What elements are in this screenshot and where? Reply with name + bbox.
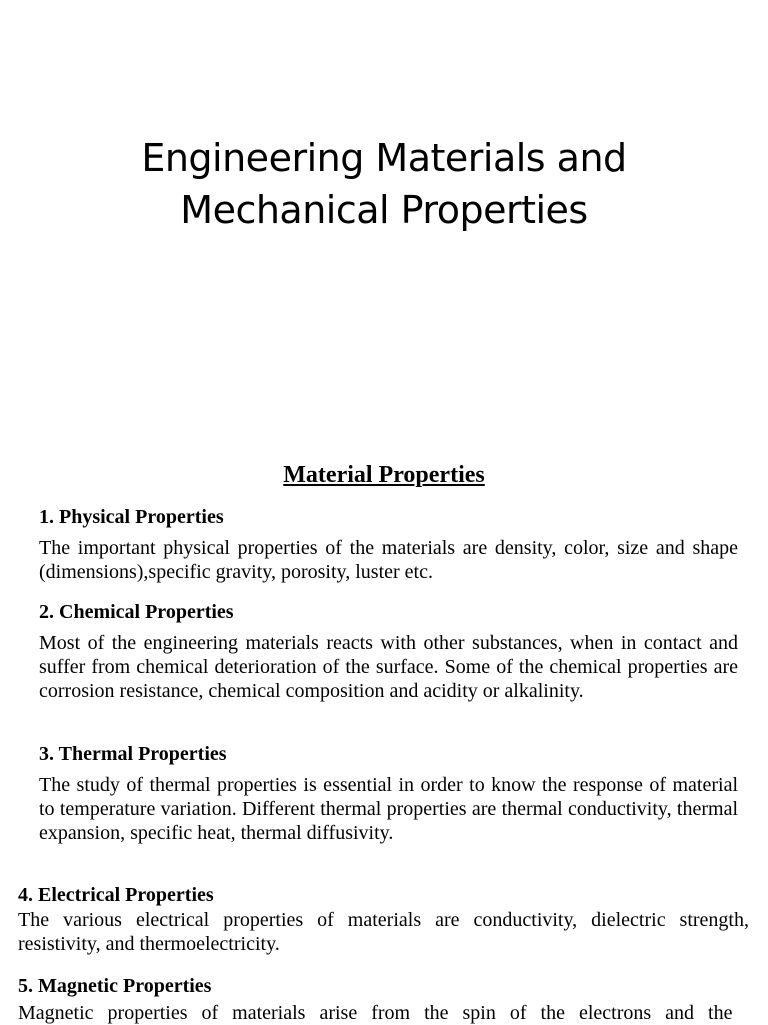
- section-electrical: [18, 882, 749, 956]
- section-physical: [39, 504, 738, 584]
- section-body: The important physical properties of the materials are density, color, size and shape (dimensions),specific gravity, porosity, luster etc.: [39, 537, 738, 583]
- section-body: Most of the engineering materials reacts with other substances, when in contact and suffer from chemical deterioration of the surface. Some of the chemical properties are corrosion resistance, chemical composition and acidity or alkalinity.: [39, 632, 738, 702]
- section-title: 2. Chemical Properties: [39, 601, 234, 623]
- slide-title-line-2: Mechanical Properties: [180, 188, 588, 232]
- document-page: [0, 455, 768, 495]
- slide-title-line-1: Engineering Materials and: [141, 136, 627, 180]
- title-slide: [0, 0, 768, 440]
- section-title: 3. Thermal Properties: [39, 743, 227, 765]
- section-body: The study of thermal properties is essential in order to know the response of material to temperature variation. Different thermal properties are thermal conductivity, thermal expansion, specific heat, thermal diffusivity.: [39, 774, 738, 844]
- section-body: Magnetic properties of materials arise from the spin of the electrons and the: [18, 1002, 733, 1024]
- section-body: The various electrical properties of materials are conductivity, dielectric strength, resistivity, and thermoelectricity.: [18, 909, 749, 955]
- section-thermal: [39, 741, 738, 845]
- section-title: 1. Physical Properties: [39, 506, 224, 528]
- section-title: 5. Magnetic Properties: [18, 975, 212, 997]
- section-magnetic: [18, 973, 749, 1025]
- document-heading: Material Properties: [283, 462, 485, 488]
- section-title: 4. Electrical Properties: [18, 884, 214, 906]
- slide-title: [0, 132, 768, 236]
- section-chemical: [39, 599, 738, 703]
